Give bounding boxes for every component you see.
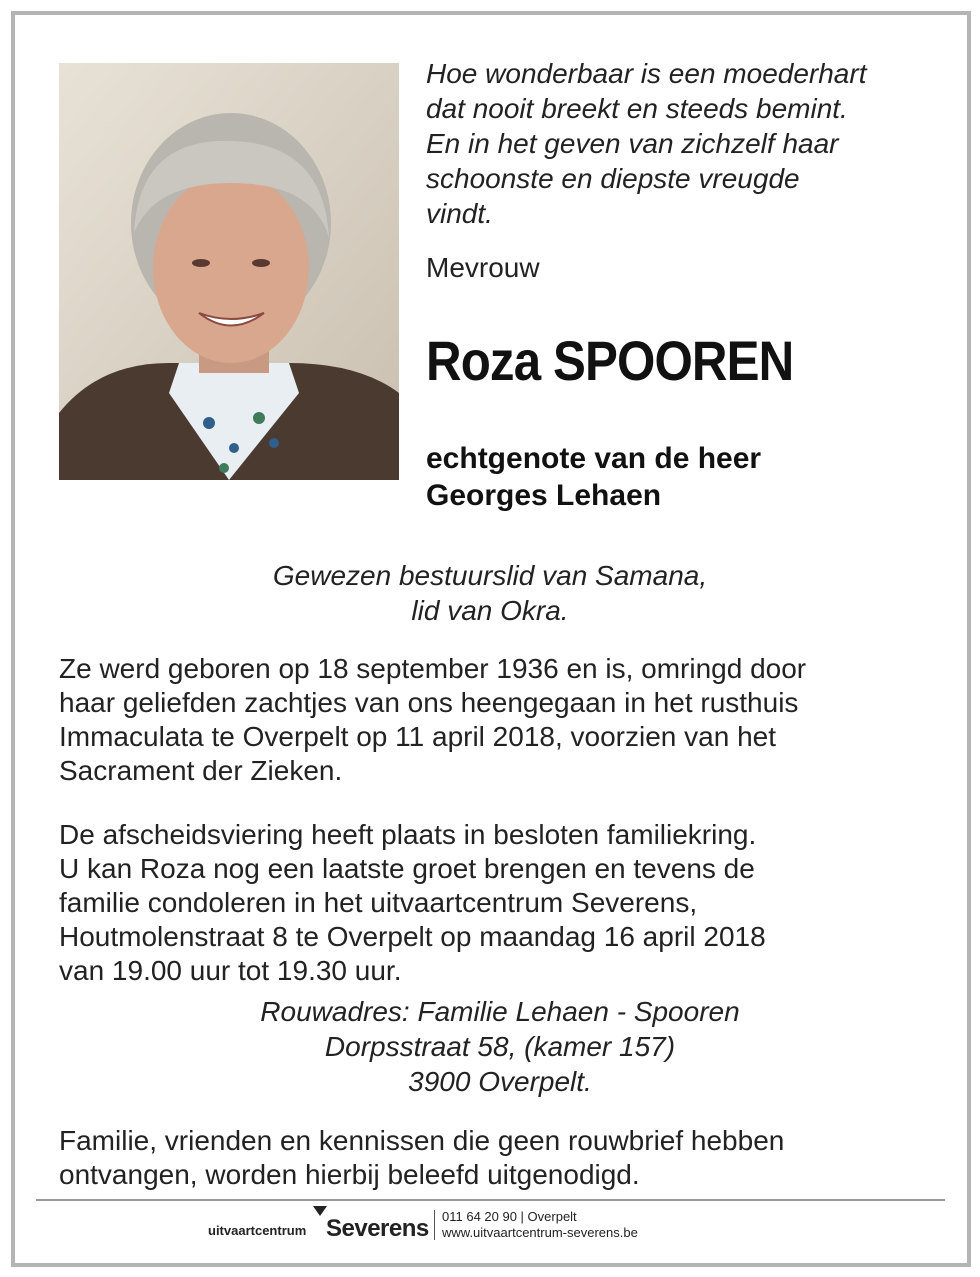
- footer-contact: [442, 1209, 638, 1241]
- roles-line: Gewezen bestuurslid van Samana,: [272, 560, 708, 591]
- address-line: Dorpsstraat 58, (kamer 157): [324, 1031, 676, 1062]
- paragraph-line: Ze werd geboren op 18 september 1936 en is, omringd door: [59, 653, 807, 684]
- spouse-line: echtgenote van de heer: [426, 442, 762, 475]
- invitation-paragraph: [59, 1124, 939, 1192]
- footer-brand: Severens: [326, 1215, 429, 1242]
- footer-separator: [434, 1210, 435, 1240]
- poem-line: Hoe wonderbaar is een moederhart: [426, 58, 867, 89]
- paragraph-line: Sacrament der Zieken.: [59, 755, 343, 786]
- triangle-mark-icon: [313, 1206, 327, 1216]
- birth-death-paragraph: [59, 652, 939, 788]
- spouse-info: [426, 440, 761, 514]
- address-line: Rouwadres: Familie Lehaen - Spooren: [260, 996, 740, 1027]
- mourning-address: [40, 994, 960, 1099]
- deceased-name: Roza SPOOREN: [426, 329, 794, 392]
- paragraph-line: Immaculata te Overpelt op 11 april 2018, voorzien van het: [59, 721, 776, 752]
- poem-line: schoonste en diepste vreugde: [426, 163, 800, 194]
- paragraph-line: Familie, vrienden en kennissen die geen rouwbrief hebben: [59, 1125, 785, 1156]
- salutation: Mevrouw: [426, 252, 540, 283]
- spouse-line: Georges Lehaen: [426, 479, 662, 512]
- poem-line: En in het geven van zichzelf haar: [426, 128, 839, 159]
- roles-line: lid van Okra.: [411, 595, 569, 626]
- footer-phone: 011 64 20 90 | Overpelt: [442, 1209, 577, 1224]
- paragraph-line: van 19.00 uur tot 19.30 uur.: [59, 955, 402, 986]
- paragraph-line: ontvangen, worden hierbij beleefd uitgenodigd.: [59, 1159, 640, 1190]
- paragraph-line: familie condoleren in het uitvaartcentrum Severens,: [59, 887, 698, 918]
- portrait-photo: [59, 63, 399, 480]
- roles: [40, 558, 940, 628]
- paragraph-line: Houtmolenstraat 8 te Overpelt op maandag 16 april 2018: [59, 921, 766, 952]
- poem-line: dat nooit breekt en steeds bemint.: [426, 93, 848, 124]
- footer-prefix: uitvaartcentrum: [208, 1223, 307, 1238]
- farewell-paragraph: [59, 818, 939, 988]
- paragraph-line: haar geliefden zachtjes van ons heengegaan in het rusthuis: [59, 687, 799, 718]
- address-line: 3900 Overpelt.: [408, 1066, 592, 1097]
- paragraph-line: De afscheidsviering heeft plaats in besloten familiekring.: [59, 819, 757, 850]
- poem-line: vindt.: [426, 198, 493, 229]
- footer-logo: [208, 1206, 768, 1246]
- poem: [426, 56, 946, 231]
- footer-website[interactable]: www.uitvaartcentrum-severens.be: [442, 1225, 638, 1240]
- footer-divider: [36, 1199, 945, 1201]
- paragraph-line: U kan Roza nog een laatste groet brengen en tevens de: [59, 853, 755, 884]
